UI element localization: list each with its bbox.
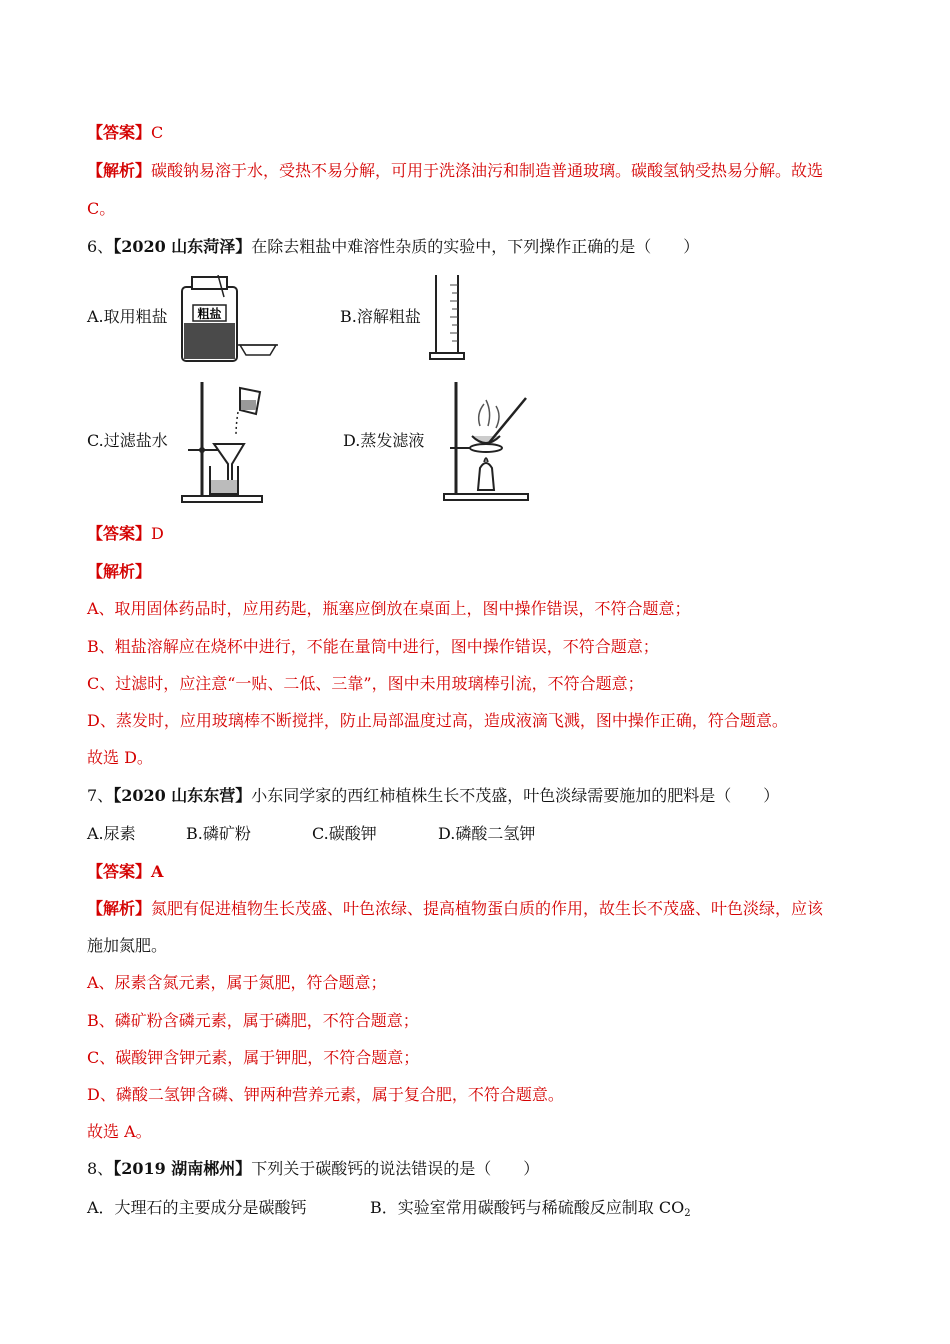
q6-analysis-b: B、粗盐溶解应在烧杯中进行，不能在量筒中进行，图中操作错误，不符合题意；	[87, 637, 659, 656]
q6-analysis-a: A、取用固体药品时，应用药匙，瓶塞应倒放在桌面上，图中操作错误，不符合题意；	[87, 599, 691, 618]
q7-stem	[87, 785, 779, 807]
q6-stem	[87, 236, 699, 258]
question-number: 6、	[87, 237, 114, 256]
q7-analysis-b: B、磷矿粉含磷元素，属于磷肥，不符合题意；	[87, 1011, 419, 1030]
q6-conclusion: 故选 D。	[87, 748, 153, 767]
q7-conclusion: 故选 A。	[87, 1122, 152, 1141]
question-number: 7、	[87, 786, 114, 805]
filtration-figure	[180, 380, 265, 505]
q8-option-a: A．大理石的主要成分是碳酸钙	[87, 1198, 307, 1217]
analysis-text: 碳酸钠易溶于水，受热不易分解，可用于洗涤油污和制造普通玻璃。碳酸氢钠受热易分解。故选	[151, 161, 824, 180]
analysis-text: 氮肥有促进植物生长茂盛、叶色浓绿、提高植物蛋白质的作用，故生长不茂盛、叶色淡绿，应该	[151, 899, 824, 918]
q7-answer	[87, 861, 163, 883]
answer-value: C	[151, 123, 164, 142]
question-source: 【2020 山东菏泽】	[113, 237, 252, 256]
q8-stem	[87, 1158, 539, 1180]
q5-analysis-cont: C。	[87, 199, 116, 218]
q7-option-d: D.磷酸二氢钾	[438, 824, 536, 843]
question-source: 【2020 山东东营】	[113, 786, 252, 805]
q6-analysis-d: D、蒸发时，应用玻璃棒不断搅拌，防止局部温度过高，造成液滴飞溅，图中操作正确，符合题意。	[87, 711, 788, 730]
q7-option-c: C.碳酸钾	[312, 824, 377, 843]
q6-option-d: D.蒸发滤液	[343, 431, 425, 450]
q7-analysis-a: A、尿素含氮元素，属于氮肥，符合题意；	[87, 973, 387, 992]
jar-figure	[180, 275, 282, 363]
question-text: 在除去粗盐中难溶性杂质的实验中，下列操作正确的是（ ）	[251, 237, 700, 256]
answer-tag: 【答案】	[87, 862, 152, 881]
q6-analysis-tag: 【解析】	[87, 562, 152, 581]
question-source: 【2019 湖南郴州】	[113, 1159, 252, 1178]
q6-option-b: B.溶解粗盐	[340, 307, 421, 326]
cylinder-figure	[428, 273, 470, 363]
q7-option-a: A.尿素	[87, 824, 136, 843]
q7-analysis-d: D、磷酸二氢钾含磷、钾两种营养元素，属于复合肥，不符合题意。	[87, 1085, 564, 1104]
q7-analysis-cont: 施加氮肥。	[87, 936, 168, 955]
analysis-tag: 【解析】	[87, 899, 152, 918]
q6-option-c: C.过滤盐水	[87, 431, 168, 450]
q6-analysis-c: C、过滤时，应注意“一贴、二低、三靠”，图中未用玻璃棒引流，不符合题意；	[87, 674, 644, 693]
q6-answer	[87, 523, 164, 545]
subscript: 2	[684, 1208, 691, 1219]
analysis-tag: 【解析】	[87, 161, 152, 180]
q6-option-a: A.取用粗盐	[87, 307, 168, 326]
jar-label: 粗盐	[197, 307, 222, 321]
evaporation-figure	[440, 378, 540, 503]
q7-analysis-c: C、碳酸钾含钾元素，属于钾肥，不符合题意；	[87, 1048, 420, 1067]
question-text: 下列关于碳酸钙的说法错误的是（ ）	[251, 1159, 540, 1178]
option-text: B．实验室常用碳酸钙与稀硫酸反应制取 CO	[370, 1198, 685, 1217]
q7-option-b: B.磷矿粉	[186, 824, 251, 843]
answer-tag: 【答案】	[87, 524, 152, 543]
answer-tag: 【答案】	[87, 123, 152, 142]
answer-value: D	[151, 524, 164, 543]
q8-option-b	[370, 1197, 691, 1225]
question-text: 小东同学家的西红柿植株生长不茂盛，叶色淡绿需要施加的肥料是（ ）	[251, 786, 780, 805]
q7-analysis	[87, 898, 823, 920]
q5-analysis	[87, 160, 823, 182]
question-number: 8、	[87, 1159, 114, 1178]
q5-answer	[87, 122, 163, 144]
answer-value: A	[151, 862, 164, 881]
